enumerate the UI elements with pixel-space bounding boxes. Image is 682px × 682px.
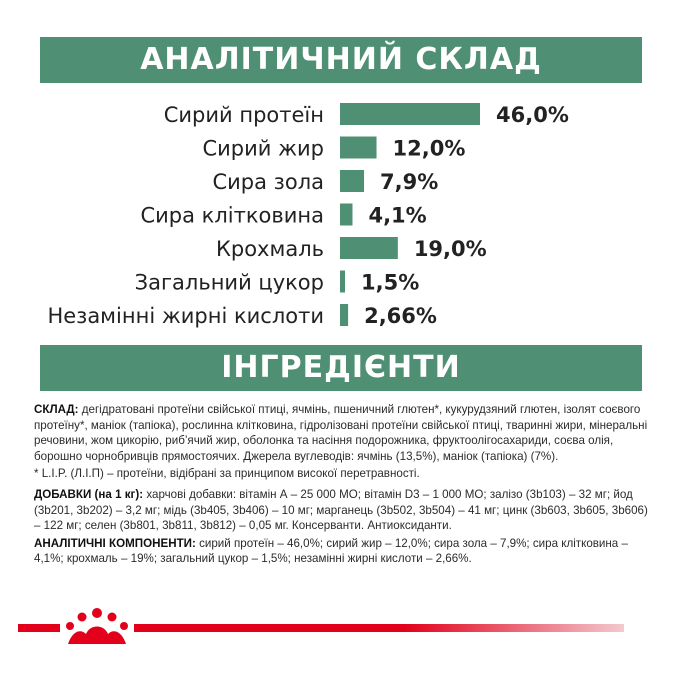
bar [340,304,348,326]
analytics-title: АНАЛІТИЧНИЙ СКЛАД [140,42,542,77]
bar [340,170,364,192]
analytical-label: АНАЛІТИЧНІ КОМПОНЕНТИ: [34,536,196,550]
category-label: Сирий жир [202,136,324,161]
bar [340,271,345,293]
value-label: 46,0% [496,103,569,127]
footnote: * L.I.P. (Л.І.П) – протеїни, відібрані за принципом високої перетравності. [34,467,420,481]
ingredients-title: ІНГРЕДІЄНТИ [221,350,461,385]
ingredients-text [34,402,648,569]
category-label: Сира зола [212,170,324,194]
category-label: Загальний цукор [134,270,324,295]
bar [340,103,480,125]
category-label: Сирий протеїн [163,103,324,127]
value-label: 4,1% [368,203,427,228]
footer-line-left [18,624,60,632]
additives-paragraph [34,487,648,534]
value-label: 7,9% [380,170,439,194]
analytical-paragraph [34,536,648,567]
category-label: Сира клітковина [140,203,324,228]
bar [340,137,377,159]
value-label: 2,66% [364,304,437,328]
value-label: 12,0% [392,136,466,161]
additives-body: харчові добавки: вітамін А – 25 000 МО; вітамін D3 – 1 000 МО; залізо (3b103) – 32 мг; йод (3b201, 3b202) – 3,2 мг; мідь (3b405, 3b406) – 10 мг; марганець (3b502, 3b504) – 41 мг; цинк (3b603, 3b605, 3b606) – 122 мг; селен (3b801, 3b811, 3b812) – 0,05 мг. Консерванти. Антиоксиданти. [34,487,648,533]
ingredients-banner [40,345,642,391]
composition-paragraph [34,402,648,464]
composition-body: дегідратовані протеїни свійської птиці, ячмінь, пшеничний глютен*, кукурудзяний глютен, ізолят соєвого протеїну*, маніок (тапіока), рослинна клітковина, гідролізовані протеїни свійської птиці, тваринні жири, мінеральні речовини, жом цикорію, риб’ячий жир, оболонка та насіння подорожника, фруктоолігосахариди, соєва олія, борошно чорнобривців прямостоячих. Джерела вуглеводів: ячмінь (13,5%), маніок (тапіока) (7%). [34,403,648,463]
additives-label: ДОБАВКИ (на 1 кг): [34,487,144,501]
analytical-body: сирий протеїн – 46,0%; сирий жир – 12,0%; сира зола – 7,9%; сира клітковина – 4,1%; крохмаль – 19%; загальний цукор – 1,5%; незамінні жирні кислоти – 2,66%. [34,536,628,566]
value-label: 19,0% [413,237,487,261]
analytics-chart [0,92,682,332]
category-label: Крохмаль [215,237,324,261]
footer-line-right [134,624,624,632]
bar [340,237,398,259]
value-label: 1,5% [361,270,420,295]
composition-label: СКЛАД: [34,403,79,416]
analytics-banner [40,37,642,83]
category-label: Незамінні жирні кислоти [47,304,324,328]
bar [340,204,352,226]
royal-canin-crown-icon [60,604,134,648]
